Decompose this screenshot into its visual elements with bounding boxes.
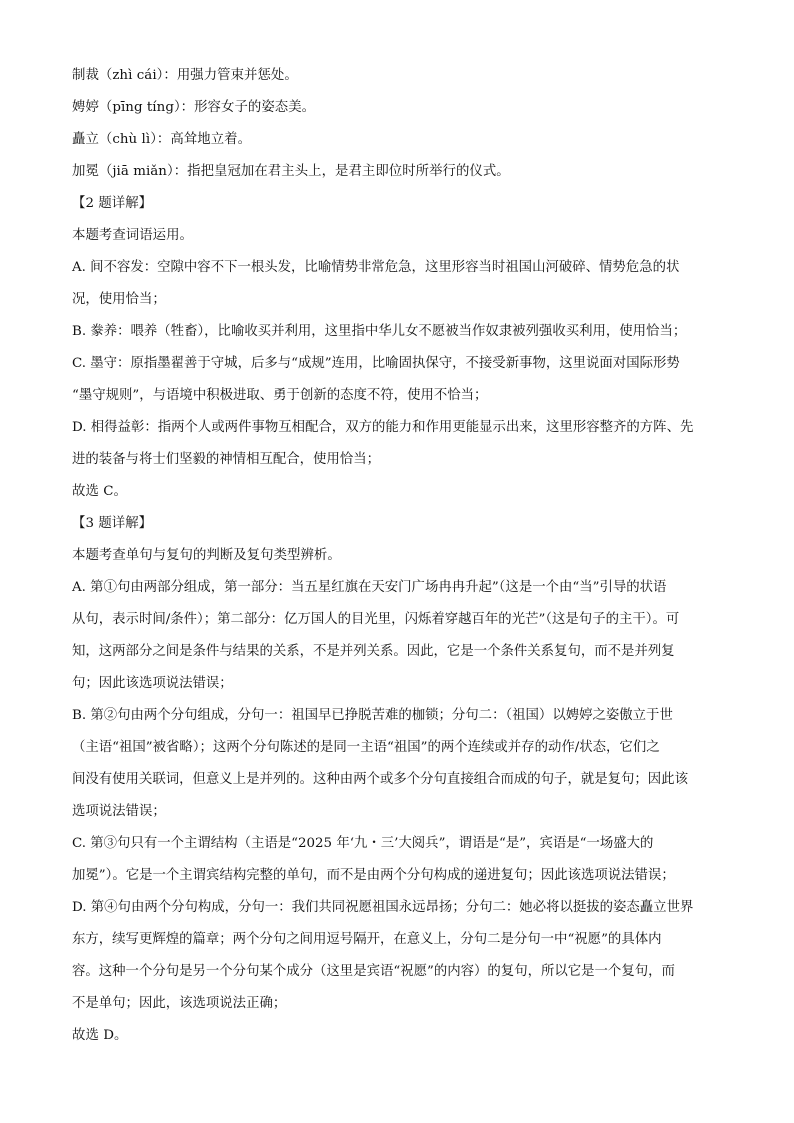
question-3-option-a [72, 576, 728, 696]
paragraph-line: C. 第③句只有一个主谓结构（主语是“2025 年‘九・三’大阅兵”，谓语是“是”，宾语是“一场盛大的 [72, 836, 654, 851]
paragraph-line: 东方，续写更辉煌的篇章；两个分句之间用逗号隔开，在意义上，分句二是分句一中“祝愿”的具体内 [72, 932, 662, 947]
paragraph-line: 选项说法错误； [72, 804, 166, 819]
paragraph-line: D. 第④句由两个分句构成，分句一：我们共同祝愿祖国永远昂扬；分句二：她必将以挺拔的姿态矗立世界 [72, 900, 694, 915]
question-2-option-c [72, 352, 728, 408]
paragraph-line: A. 间不容发：空隙中容不下一根头发，比喻情势非常危急，这里形容当时祖国山河破碎、情势危急的状 [72, 260, 680, 275]
paragraph-line: “墨守规则”，与语境中积极进取、勇于创新的态度不符，使用不恰当； [72, 388, 488, 403]
paragraph-line: （主语“祖国”被省略）；这两个分句陈述的是同一主语“祖国”的两个连续或并存的动作/状态，它们之 [72, 740, 660, 755]
question-3-intro: 本题考查单句与复句的判断及复句类型辨析。 [72, 548, 341, 563]
question-2-answer: 故选 C。 [72, 484, 127, 499]
glossary-item: 矗立（chù lì）：高耸地立着。 [72, 132, 252, 147]
question-3-answer: 故选 D。 [72, 1028, 128, 1043]
question-3-option-b [72, 704, 728, 824]
paragraph-line: A. 第①句由两部分组成，第一部分：当五星红旗在天安门广场冉冉升起”（这是一个由“当”引导的状语 [72, 580, 667, 595]
question-2-option-a [72, 256, 728, 312]
paragraph-line: 不是单句；因此，该选项说法正确； [72, 996, 287, 1011]
glossary-item: 加冕（jiā miǎn）：指把皇冠加在君主头上，是君主即位时所举行的仪式。 [72, 164, 510, 179]
paragraph-line: B. 第②句由两个分句组成，分句一：祖国早已挣脱苦难的枷锁；分句二：（祖国）以娉婷之姿傲立于世 [72, 708, 673, 723]
question-3-option-d [72, 896, 728, 1016]
paragraph-line: 容。这种一个分句是另一个分句某个成分（这里是宾语“祝愿”的内容）的复句，所以它是一个复句，而 [72, 964, 675, 979]
glossary-item: 娉婷（pīng tíng）：形容女子的姿态美。 [72, 100, 316, 115]
question-2-option-b [72, 320, 728, 344]
question-2-intro: 本题考查词语运用。 [72, 228, 193, 243]
question-2-option-d [72, 416, 728, 472]
paragraph-line: B. 豢养：喂养（牲畜），比喻收买并利用，这里指中华儿女不愿被当作奴隶被列强收买利用，使用恰当； [72, 324, 687, 339]
paragraph-line: 况，使用恰当； [72, 292, 166, 307]
question-2-heading: 【2 题详解】 [72, 196, 153, 211]
paragraph-line: 加冕”）。它是一个主谓宾结构完整的单句，而不是由两个分句构成的递进复句；因此该选项说法错误； [72, 868, 675, 883]
paragraph-line: 进的装备与将士们坚毅的神情相互配合，使用恰当； [72, 452, 380, 467]
paragraph-line: 间没有使用关联词，但意义上是并列的。这种由两个或多个分句直接组合而成的句子，就是复句；因此该 [72, 772, 688, 787]
paragraph-line: C. 墨守：原指墨翟善于守城，后多与“成规”连用，比喻固执保守，不接受新事物，这里说面对国际形势 [72, 356, 680, 371]
glossary-item: 制裁（zhì cái）：用强力管束并惩处。 [72, 68, 298, 83]
paragraph-line: D. 相得益彰：指两个人或两件事物互相配合，双方的能力和作用更能显示出来，这里形容整齐的方阵、先 [72, 420, 694, 435]
paragraph-line: 句；因此该选项说法错误； [72, 676, 233, 691]
question-3-option-c [72, 832, 728, 888]
paragraph-line: 知，这两部分之间是条件与结果的关系，不是并列关系。因此，它是一个条件关系复句，而不是并列复 [72, 644, 675, 659]
question-3-heading: 【3 题详解】 [72, 516, 153, 531]
paragraph-line: 从句，表示时间/条件）；第二部分：亿万国人的目光里，闪烁着穿越百年的光芒”（这是句子的主干）。可 [72, 612, 680, 627]
